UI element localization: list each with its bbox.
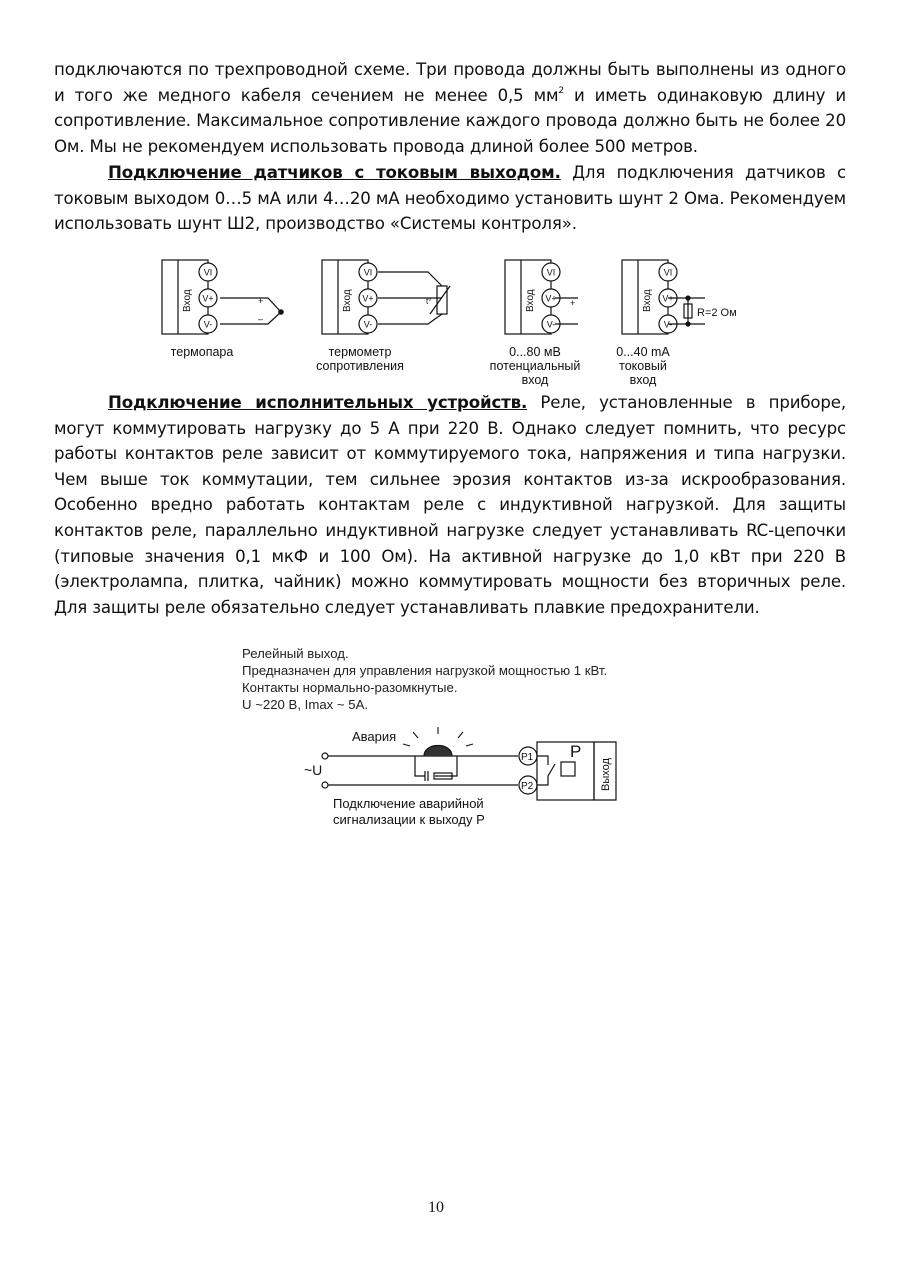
sensor-diagrams-svg <box>150 256 770 348</box>
mv-plus: + <box>570 298 576 308</box>
relay-block <box>537 742 594 800</box>
paragraph-actuators <box>54 390 846 620</box>
supply-terminal-bottom <box>322 782 328 788</box>
relay-wires <box>328 756 518 785</box>
lamp-rays <box>403 727 473 746</box>
paragraph-three-wire <box>54 57 846 159</box>
relay-letter: P <box>570 742 582 761</box>
thermocouple-junction <box>279 310 283 314</box>
rc-capacitor <box>425 771 428 781</box>
para3-text: Реле, установленные в приборе, могут коммутировать нагрузку до 5 А при 220 В. Однако следует помнить, что ресурс работы контактов реле зависит от коммутируемого тока, напряжения и типа нагрузки. Чем выше ток коммутации, тем сильнее эрозия контактов из-за искрообразования. Особенно вредно работать контактам реле с индуктивной нагрузкой. Для защиты контактов реле, параллельно индуктивной нагрузке следует устанавливать RC-цепочки (типовые значения 0,1 мкФ и 100 Ом). На активной нагрузке до 1,0 кВт при 220 В (электролампа, плитка, чайник) можно коммутировать мощности без вторичных реле. Для защиты реле обязательно следует устанавливать плавкие предохранители. <box>54 393 846 617</box>
terminal-label: V- <box>663 319 673 330</box>
heading-actuators: Подключение исполнительных устройств. <box>108 393 528 412</box>
terminal-label: VI <box>203 267 213 278</box>
page-number: 10 <box>428 1199 444 1216</box>
relay-diagram-svg <box>300 724 620 802</box>
terminal-label: V+ <box>545 293 557 304</box>
terminal-label: VI <box>546 267 556 278</box>
terminal-label: VI <box>663 267 673 278</box>
block-label: Вход <box>342 289 353 312</box>
rtd-wires <box>378 272 442 324</box>
alarm-label: Авария <box>352 729 397 744</box>
thermocouple-minus: – <box>258 314 264 324</box>
relay-coil <box>561 762 575 776</box>
output-label: Выход <box>600 758 612 791</box>
supply-label: ~U <box>304 762 323 778</box>
terminal-label: V- <box>546 319 556 330</box>
relay-contact <box>537 756 555 785</box>
terminal-label: V- <box>203 319 213 330</box>
block-label: Вход <box>182 289 193 312</box>
alarm-lamp <box>424 746 452 757</box>
terminal-label: V+ <box>662 293 674 304</box>
caption-ma: 0...40 mA токовый вход <box>616 345 670 387</box>
thermocouple-wires <box>220 298 281 324</box>
terminal-label: VI <box>363 267 373 278</box>
caption-rtd: термометр сопротивления <box>316 345 404 373</box>
thermocouple-plus: + <box>258 296 264 306</box>
relay-caption-line: Контакты нормально-разомкнутые. <box>242 680 458 695</box>
terminal-label: V+ <box>202 293 214 304</box>
para1-text-a: подключаются по трехпроводной схеме. Три провода должны быть выполнены из одного и того же медного кабеля сечением не менее 0,5 мм <box>54 60 846 105</box>
para1-text-b: и иметь одинаковую длину и сопротивление. Максимальное сопротивление каждого провода должно быть не более 20 Ом. Мы не рекомендуем использовать провода длиной более 500 метров. <box>54 85 846 156</box>
p1-label: P1 <box>521 752 534 763</box>
para1-superscript: 2 <box>558 85 564 96</box>
relay-caption-line: U ~220 В, Imax ~ 5А. <box>242 697 369 712</box>
para2-text: Для подключения датчиков с токовым выходом 0…5 мА или 4…20 мА необходимо установить шунт 2 Ома. Рекомендуем использовать шунт Ш2, производство «Системы контроля». <box>54 163 846 234</box>
relay-diagram <box>300 724 620 834</box>
mv-minus: – <box>570 318 576 328</box>
p2-label: P2 <box>521 781 534 792</box>
caption-mv: 0...80 мВ потенциальный вход <box>489 345 581 387</box>
block-label: Вход <box>525 289 536 312</box>
heading-current-sensors: Подключение датчиков с токовым выходом. <box>108 163 561 182</box>
relay-caption-line: Релейный выход. <box>242 646 349 661</box>
terminal-label: V- <box>363 319 373 330</box>
caption-thermocouple: термопара <box>170 345 234 359</box>
relay-bottom-caption: Подключение аварийной сигнализации к выходу Р <box>333 796 485 827</box>
rtd-t-mark: t° <box>426 297 432 306</box>
sensor-diagrams <box>150 256 770 391</box>
terminal-label: V+ <box>362 293 374 304</box>
supply-terminal-top <box>322 753 328 759</box>
relay-caption-line: Предназначен для управления нагрузкой мощностью 1 кВт. <box>242 663 608 678</box>
block-label: Вход <box>642 289 653 312</box>
shunt-label: R=2 Ом <box>697 307 737 319</box>
paragraph-current-sensors <box>54 160 846 237</box>
relay-caption <box>242 645 607 713</box>
rtd-resistor <box>437 286 447 314</box>
